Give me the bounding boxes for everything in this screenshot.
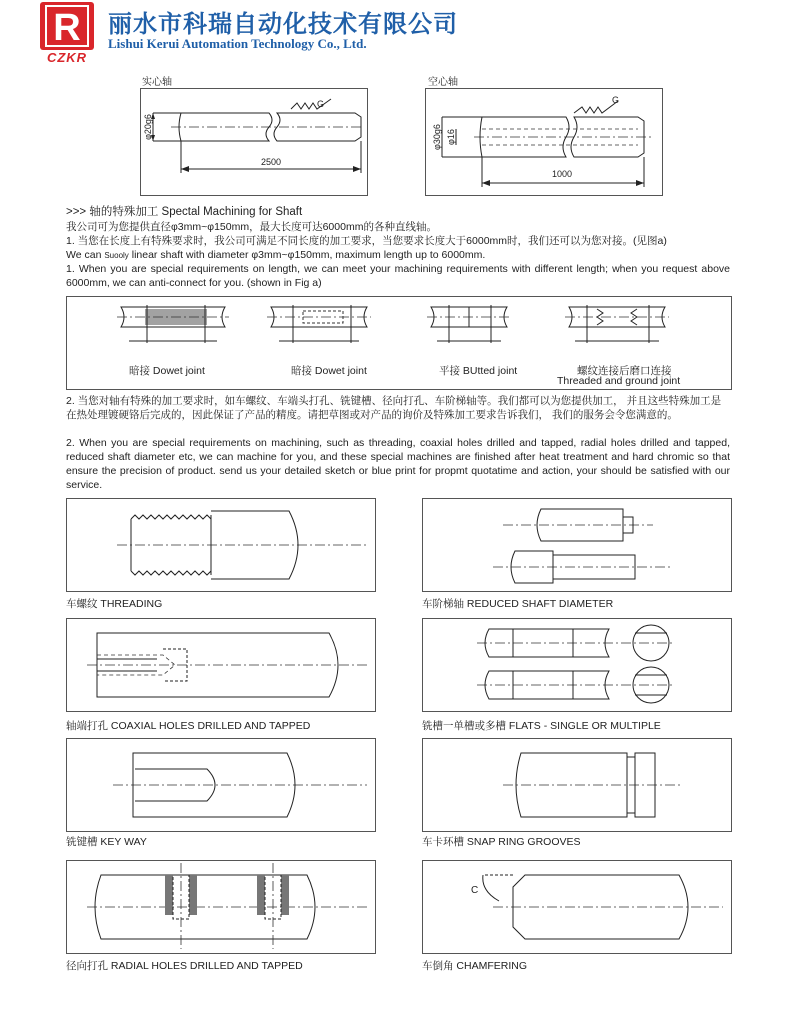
hollow-outer-diameter-label: φ30g6 [432, 124, 442, 150]
threading-panel [66, 498, 376, 592]
joint-2-drawing [267, 305, 371, 343]
solid-shaft-panel [140, 88, 368, 196]
hollow-length-label: 1000 [551, 169, 573, 179]
hollow-shaft-drawing [426, 89, 662, 195]
threading-caption: 车螺纹 THREADING [66, 598, 163, 610]
keyway-caption: 铣键槽 KEY WAY [66, 836, 147, 848]
section-heading: >>> 轴的特殊加工 Spectal Machining for Shaft [66, 206, 303, 218]
flats-panel [422, 618, 732, 712]
hollow-grind-label: G [612, 95, 620, 105]
keyway-panel [66, 738, 376, 832]
joint-4-label: 螺纹连接后磨口连接 [577, 365, 672, 377]
chamfer-caption: 车倒角 CHAMFERING [422, 960, 527, 972]
section2-para-cn: 2. 当您对轴有特殊的加工要求时，如车螺纹、车端头打孔、铣键槽、径向打孔、车阶梯轴等。我们都可以为您提供加工， 并且这些特殊加工是在热处理镀硬铬后完成的，因此保证了产品的精度。请把草图或对产品的询价及特殊加工要求告诉我们， 我们的服务会令您满意的。 [66, 395, 722, 421]
reduced-drawing [423, 499, 731, 591]
joint-1-drawing [117, 305, 229, 343]
hollow-inner-diameter-label: φ16 [446, 129, 456, 145]
reduced-caption: 车阶梯轴 REDUCED SHAFT DIAMETER [422, 598, 614, 610]
flats-caption: 铣槽一单槽或多槽 FLATS - SINGLE OR MULTIPLE [422, 720, 661, 732]
snap-drawing [423, 739, 731, 831]
solid-length-label: 2500 [260, 157, 282, 167]
joints-panel [66, 296, 732, 390]
section2-para-en: 2. When you are special requirements on machining, such as threading, coaxial holes drilled and tapped, radial holes drilled and tapped, reduced shaft diameter etc, we can machine for you, and these special machines are finished after heat treatment and hard chromic so that ensure the precision of product. send us your detailed sketch or blue print for propmt quotatime and action, your should be satisfied with our service. [66, 437, 730, 491]
joint-3-drawing [427, 305, 511, 343]
company-name-en: Lishui Kerui Automation Technology Co., Ltd. [108, 36, 367, 51]
snap-caption: 车卡环槽 SNAP RING GROOVES [422, 836, 581, 848]
keyway-drawing [67, 739, 375, 831]
chamfer-drawing [423, 861, 731, 953]
flats-drawing [423, 619, 731, 711]
coaxial-caption: 轴端打孔 COAXIAL HOLES DRILLED AND TAPPED [66, 720, 311, 732]
chamfer-c-label: C [471, 885, 479, 896]
hollow-shaft-title: 空心轴 [428, 77, 458, 88]
snap-panel [422, 738, 732, 832]
company-logo [40, 2, 94, 50]
section-para-cn-1: 我公司可为您提供直径φ3mm~φ150mm，最大长度可达6000mm的各种直线轴。 [66, 221, 437, 233]
solid-shaft-drawing [141, 89, 367, 195]
radial-drawing [67, 861, 375, 953]
section-para-en-1: We can Suooly linear shaft with diameter φ3mm~φ150mm, maximum length up to 6000mm. [66, 249, 486, 261]
hollow-shaft-panel [425, 88, 663, 196]
solid-grind-label: G [317, 99, 325, 109]
joint-4-label-en: Threaded and ground joint [557, 375, 681, 387]
company-name-cn: 丽水市科瑞自动化技术有限公司 [108, 11, 458, 38]
joint-3-label: 平接 BUtted joint [439, 365, 518, 377]
radial-caption: 径向打孔 RADIAL HOLES DRILLED AND TAPPED [66, 960, 303, 972]
logo-letter: R [53, 7, 81, 49]
radial-panel [66, 860, 376, 954]
solid-diameter-label: φ20g6 [143, 114, 153, 140]
logo-r-icon [40, 2, 94, 50]
section-para-en-2: 1. When you are special requirements on length, we can meet your machining requirements with different length; when you request above 6000mm, we can anti-connect for you. (shown in Fig a) [66, 263, 730, 289]
solid-shaft-title: 实心轴 [142, 77, 172, 88]
section-para-cn-2: 1. 当您在长度上有特殊要求时，我公司可满足不同长度的加工要求，当您要求长度大于6000mm时，我们还可以为您对接。(见图a) [66, 235, 667, 247]
coaxial-drawing [67, 619, 375, 711]
joint-4-drawing [565, 305, 669, 343]
reduced-panel [422, 498, 732, 592]
logo-caption: CZKR [46, 50, 88, 65]
coaxial-panel [66, 618, 376, 712]
chamfer-panel [422, 860, 732, 954]
joint-2-label: 暗接 Dowet joint [291, 365, 367, 377]
joint-1-label: 暗接 Dowet joint [129, 365, 205, 377]
threading-drawing [67, 499, 375, 591]
